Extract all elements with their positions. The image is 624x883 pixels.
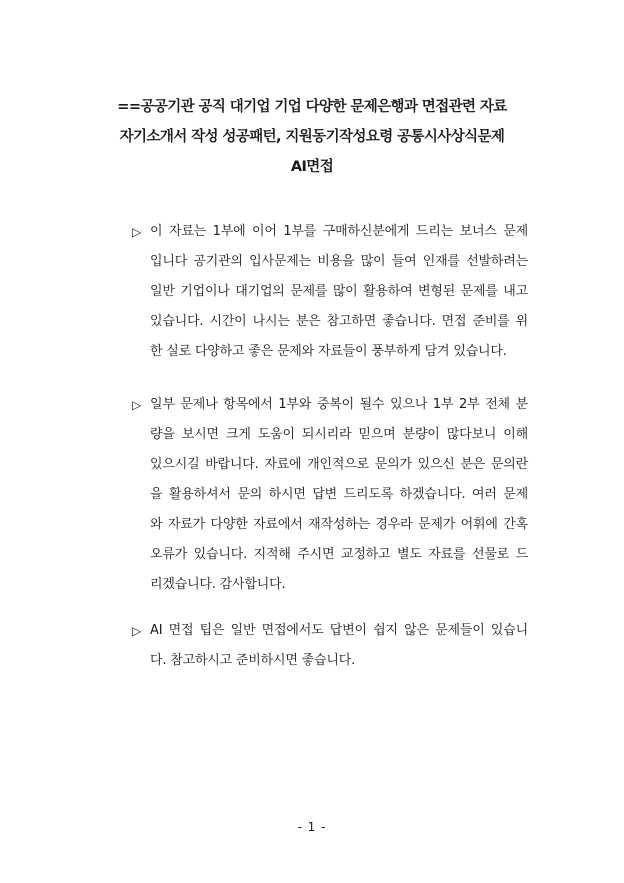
paragraph-line xyxy=(132,217,528,247)
paragraph-line xyxy=(132,390,528,420)
paragraph-line xyxy=(132,616,528,646)
paragraph-ai-interview-tip xyxy=(132,616,528,676)
line-text: 이 자료는 1부에 이어 1부를 구매하신분에게 드리는 보너스 문제 xyxy=(150,224,528,239)
triangle-bullet-icon: ▷ xyxy=(132,398,142,412)
paragraph-line: 리겠습니다. 감사합니다. xyxy=(150,577,286,592)
paragraph-line: 와 자료가 다양한 자료에서 재작성하는 경우라 문제가 어휘에 간혹 xyxy=(150,517,528,532)
title-line-2: 자기소개서 작성 성공패턴, 지원동기작성요령 공통시사상식문제 xyxy=(119,129,505,145)
paragraph-line: 을 활용하셔서 문의 하시면 답변 드리도록 하겠습니다. 여러 문제 xyxy=(150,487,528,502)
title-line-1: ==공공기관 공직 대기업 기업 다양한 문제은행과 면접관련 자료 xyxy=(117,99,507,115)
triangle-bullet-icon: ▷ xyxy=(132,624,142,638)
title-line-3: AI면접 xyxy=(290,159,334,175)
paragraph-line: 오류가 있습니다. 지적해 주시면 교정하고 별도 자료를 선물로 드 xyxy=(150,547,528,562)
paragraph-line: 있으시길 바랍니다. 자료에 개인적으로 문의가 있으신 분은 문의란 xyxy=(150,457,528,472)
document-title xyxy=(0,92,624,182)
line-text: AI 면접 팁은 일반 면접에서도 답변이 쉽지 않은 문제들이 있습니 xyxy=(150,623,528,638)
line-text: 일부 문제나 항목에서 1부와 중복이 될수 있으나 1부 2부 전체 분 xyxy=(150,397,528,412)
paragraph-line: 량을 보시면 크게 도움이 되시리라 믿으며 분량이 많다보니 이해 xyxy=(150,427,528,442)
paragraph-line: 한 실로 다양하고 좋은 문제와 자료들이 풍부하게 담겨 있습니다. xyxy=(150,344,507,359)
page-number: - 1 - xyxy=(297,820,327,834)
paragraph-line: 입니다 공기관의 입사문제는 비용을 많이 들여 인재를 선발하려는 xyxy=(150,254,528,269)
paragraph-duplicate-notice xyxy=(132,390,528,600)
triangle-bullet-icon: ▷ xyxy=(132,225,142,239)
paragraph-line: 다. 참고하시고 준비하시면 좋습니다. xyxy=(150,653,356,668)
paragraph-line: 일반 기업이나 대기업의 문제를 많이 활용하여 변형된 문제를 내고 xyxy=(150,284,528,299)
paragraph-line: 있습니다. 시간이 나시는 분은 참고하면 좋습니다. 면접 준비를 위 xyxy=(150,314,528,329)
paragraph-bonus-intro xyxy=(132,217,528,367)
